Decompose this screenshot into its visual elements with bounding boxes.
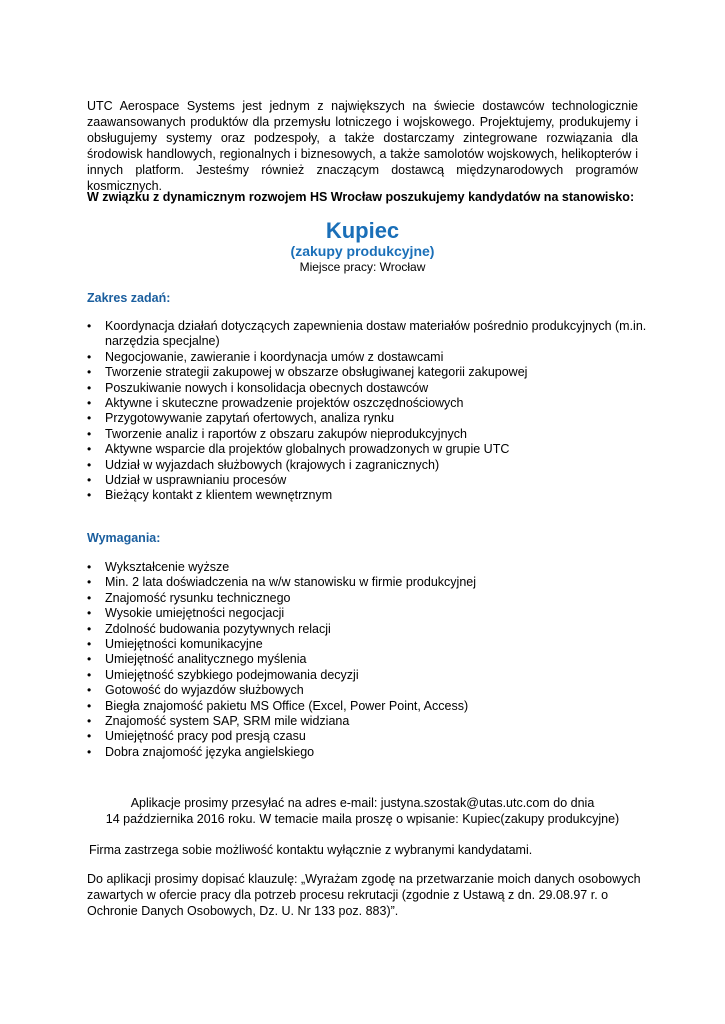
bullet-icon: • (87, 396, 92, 411)
tasks-item-text: Aktywne wsparcie dla projektów globalnych prowadzonych w grupie UTC (105, 442, 510, 457)
bullet-icon: • (87, 590, 92, 605)
requirements-item (87, 699, 647, 714)
bullet-icon: • (87, 637, 92, 652)
recruitment-lead-text: W związku z dynamicznym rozwojem HS Wrocław poszukujemy kandydatów na stanowisko: (87, 190, 635, 204)
requirements-item (87, 668, 647, 683)
bullet-icon: • (87, 606, 92, 621)
requirements-list (87, 560, 647, 760)
requirements-heading: Wymagania: (87, 531, 161, 545)
bullet-icon: • (87, 667, 92, 682)
bullet-icon: • (87, 698, 92, 713)
requirements-item (87, 745, 647, 760)
tasks-item-text: Udział w wyjazdach służbowych (krajowych i zagranicznych) (105, 457, 440, 472)
requirements-item (87, 714, 647, 729)
bullet-icon: • (87, 488, 92, 503)
requirements-item (87, 622, 647, 637)
requirements-item-text: Wysokie umiejętności negocjacji (105, 606, 285, 621)
bullet-icon: • (87, 349, 92, 364)
bullet-icon: • (87, 729, 92, 744)
company-intro-paragraph: UTC Aerospace Systems jest jednym z największych na świecie dostawców technologicznie zaawansowanych produktów dla przemysłu lotniczego i wojskowego. Projektujemy, produkujemy i obsługujemy systemy oraz podzespoły, a także dostarczamy zintegrowane rozwiązania dla środowisk handlowych, regionalnych i biznesowych, a także samolotów wojskowych, helikopterów i innych platform. Jesteśmy również znaczącym dostawcą międzynarodowych programów kosmicznych. (87, 99, 638, 193)
requirements-item-text: Umiejętności komunikacyjne (105, 637, 263, 652)
tasks-item (87, 365, 647, 380)
tasks-item (87, 411, 647, 426)
requirements-item (87, 637, 647, 652)
bullet-icon: • (87, 652, 92, 667)
tasks-item (87, 350, 647, 365)
bullet-icon: • (87, 365, 92, 380)
requirements-item (87, 683, 647, 698)
privacy-clause: Do aplikacji prosimy dopisać klauzulę: „Wyrażam zgodę na przetwarzanie moich danych osobowych zawartych w ofercie pracy dla potrzeb procesu rekrutacji (zgodnie z Ustawą z dn. 29.08.97 r. o Ochronie Danych Osobowych, Dz. U. Nr 133 poz. 883)”. (87, 872, 641, 918)
tasks-item-text: Tworzenie analiz i raportów z obszaru zakupów nieprodukcyjnych (105, 426, 467, 441)
bullet-icon: • (87, 621, 92, 636)
tasks-item-text: Koordynacja działań dotyczących zapewnienia dostaw materiałów pośrednio produkcyjnych (m.in. narzędzia specjalne) (105, 319, 647, 349)
requirements-item-text: Zdolność budowania pozytywnych relacji (105, 621, 331, 636)
bullet-icon: • (87, 411, 92, 426)
tasks-item (87, 458, 647, 473)
tasks-heading: Zakres zadań: (87, 291, 171, 305)
tasks-item-text: Przygotowywanie zapytań ofertowych, analiza rynku (105, 411, 395, 426)
bullet-icon: • (87, 442, 92, 457)
requirements-item-text: Znajomość system SAP, SRM mile widziana (105, 714, 350, 729)
requirements-item (87, 575, 647, 590)
job-subtitle: (zakupy produkcyjne) (290, 243, 435, 259)
bullet-icon: • (87, 714, 92, 729)
job-location: Miejsce pracy: Wrocław (299, 260, 426, 274)
requirements-item (87, 560, 647, 575)
tasks-item-text: Aktywne i skuteczne prowadzenie projektów oszczędnościowych (105, 396, 464, 411)
tasks-item (87, 473, 647, 488)
contact-note: Firma zastrzega sobie możliwość kontaktu wyłącznie z wybranymi kandydatami. (89, 843, 533, 857)
requirements-item-text: Znajomość rysunku technicznego (105, 590, 291, 605)
requirements-item-text: Dobra znajomość języka angielskiego (105, 744, 315, 759)
application-line-1: Aplikacje prosimy przesyłać na adres e-mail: justyna.szostak@utas.utc.com do dnia (130, 796, 595, 810)
requirements-item (87, 591, 647, 606)
requirements-item-text: Umiejętność analitycznego myślenia (105, 652, 307, 667)
requirements-item-text: Min. 2 lata doświadczenia na w/w stanowisku w firmie produkcyjnej (105, 575, 476, 590)
bullet-icon: • (87, 380, 92, 395)
tasks-item (87, 488, 647, 503)
requirements-item-text: Umiejętność pracy pod presją czasu (105, 729, 306, 744)
requirements-item-text: Umiejętność szybkiego podejmowania decyzji (105, 667, 359, 682)
tasks-item (87, 381, 647, 396)
bullet-icon: • (87, 575, 92, 590)
application-instructions (87, 795, 638, 827)
bullet-icon: • (87, 473, 92, 488)
tasks-item (87, 442, 647, 457)
requirements-item-text: Wykształcenie wyższe (105, 560, 230, 574)
tasks-item-text: Bieżący kontakt z klientem wewnętrznym (105, 488, 333, 503)
bullet-icon: • (87, 426, 92, 441)
bullet-icon: • (87, 457, 92, 472)
bullet-icon: • (87, 744, 92, 759)
requirements-item (87, 729, 647, 744)
bullet-icon: • (87, 683, 92, 698)
tasks-item (87, 319, 647, 350)
requirements-item (87, 652, 647, 667)
requirements-item-text: Gotowość do wyjazdów służbowych (105, 683, 304, 698)
tasks-item-text: Tworzenie strategii zakupowej w obszarze obsługiwanej kategorii zakupowej (105, 365, 528, 380)
requirements-item (87, 606, 647, 621)
tasks-item-text: Poszukiwanie nowych i konsolidacja obecnych dostawców (105, 380, 429, 395)
bullet-icon: • (87, 319, 92, 333)
tasks-item-text: Negocjowanie, zawieranie i koordynacja umów z dostawcami (105, 349, 444, 364)
bullet-icon: • (87, 560, 92, 574)
application-line-2: 14 października 2016 roku. W temacie maila proszę o wpisanie: Kupiec(zakupy produkcyjne) (105, 812, 620, 826)
tasks-item (87, 396, 647, 411)
tasks-list (87, 319, 647, 504)
tasks-item (87, 427, 647, 442)
job-title: Kupiec (325, 218, 400, 243)
tasks-item-text: Udział w usprawnianiu procesów (105, 473, 287, 488)
requirements-item-text: Biegła znajomość pakietu MS Office (Excel, Power Point, Access) (105, 698, 469, 713)
